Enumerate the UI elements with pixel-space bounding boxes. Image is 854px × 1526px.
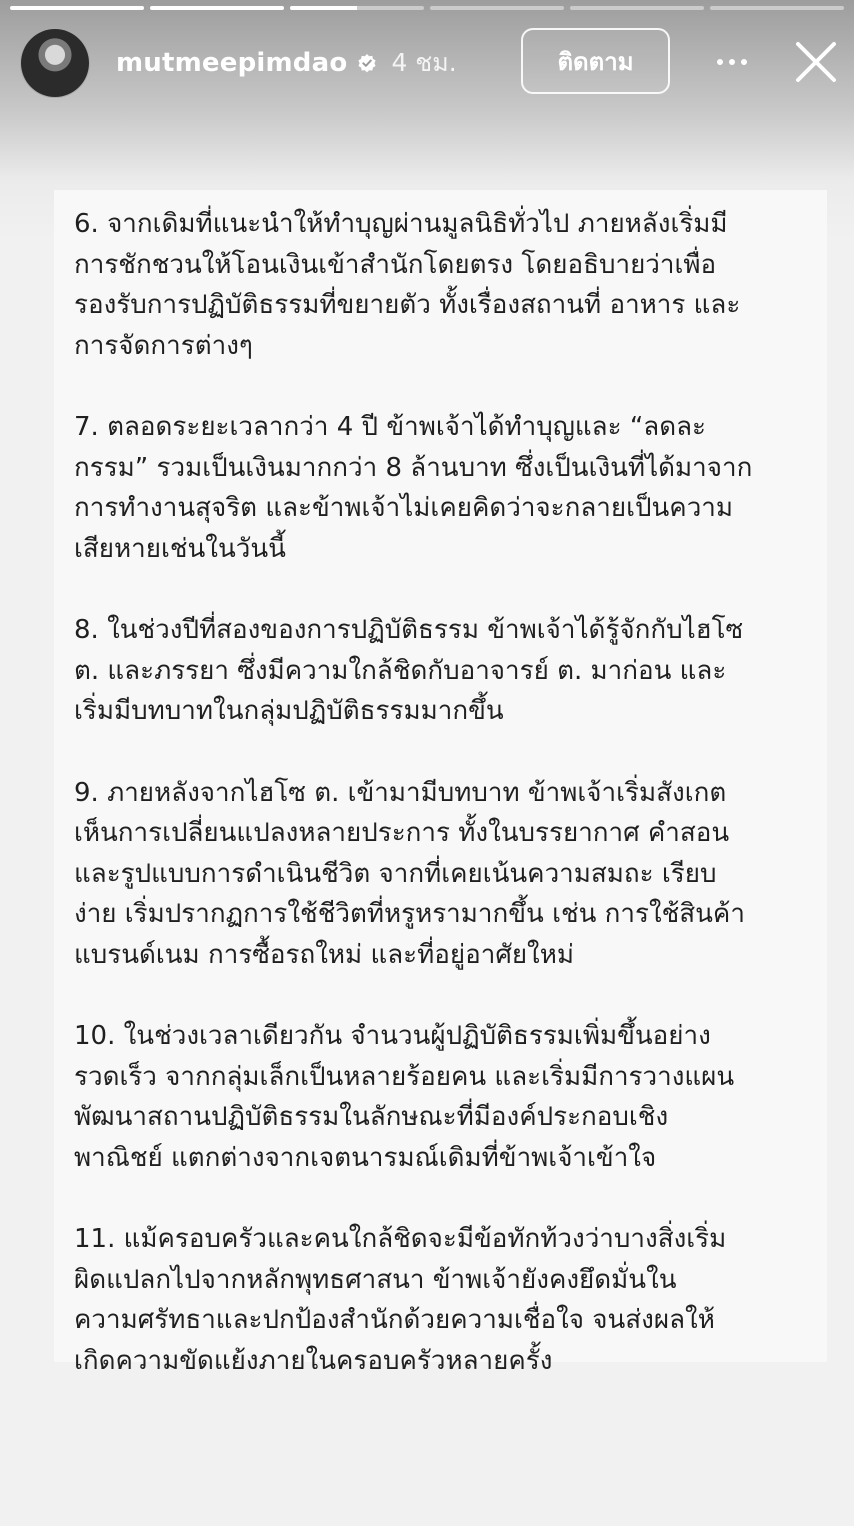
- paragraph-6: [74, 204, 807, 366]
- text-line: ความศรัทธาและปกป้องสำนักด้วยความเชื่อใจ จนส่งผลให้: [74, 1305, 715, 1335]
- text-line: เกิดความขัดแย้งภายในครอบครัวหลายครั้ง: [74, 1345, 553, 1376]
- story-header: [20, 28, 840, 98]
- dot: [717, 59, 723, 65]
- more-options-icon[interactable]: [710, 48, 754, 76]
- close-icon[interactable]: [792, 38, 840, 86]
- text-line: การทำงานสุจริต และข้าพเจ้าไม่เคยคิดว่าจะกลายเป็นความ: [74, 493, 734, 523]
- story-progress-bar: [10, 6, 844, 10]
- text-line: 7. ตลอดระยะเวลากว่า 4 ปี ข้าพเจ้าได้ทำบุญและ “ลดละ: [74, 412, 707, 442]
- text-line: พาณิชย์ แตกต่างจากเจตนารมณ์เดิมที่ข้าพเจ้าเข้าใจ: [74, 1142, 657, 1173]
- paragraph-9: [74, 773, 807, 976]
- dot: [741, 59, 747, 65]
- text-line: เริ่มมีบทบาทในกลุ่มปฏิบัติธรรมมากขึ้น: [74, 696, 504, 726]
- story-content-card: [54, 190, 827, 1376]
- progress-segment-4: [430, 6, 564, 10]
- text-line: 6. จากเดิมที่แนะนำให้ทำบุญผ่านมูลนิธิทั่วไป ภายหลังเริ่มมี: [74, 209, 728, 239]
- text-line: 11. แม้ครอบครัวและคนใกล้ชิดจะมีข้อทักท้วงว่าบางสิ่งเริ่ม: [74, 1224, 727, 1254]
- verified-badge-icon: [357, 53, 377, 73]
- text-line: ง่าย เริ่มปรากฏการใช้ชีวิตที่หรูหรามากขึ้น เช่น การใช้สินค้า: [74, 899, 745, 929]
- text-line: 9. ภายหลังจากไฮโซ ต. เข้ามามีบทบาท ข้าพเจ้าเริ่มสังเกต: [74, 777, 727, 808]
- text-line: ต. และภรรยา ซึ่งมีความใกล้ชิดกับอาจารย์ ต. มาก่อน และ: [74, 655, 727, 686]
- progress-fill: [10, 6, 144, 10]
- follow-button[interactable]: ติดตาม: [521, 28, 670, 94]
- progress-segment-6: [710, 6, 844, 10]
- avatar[interactable]: [20, 28, 90, 98]
- timestamp: 4 ชม.: [391, 48, 457, 77]
- text-line: ผิดแปลกไปจากหลักพุทธศาสนา ข้าพเจ้ายังคงยึดมั่นใน: [74, 1264, 677, 1295]
- progress-segment-3: [290, 6, 424, 10]
- text-line: 10. ในช่วงเวลาเดียวกัน จำนวนผู้ปฏิบัติธรรมเพิ่มขึ้นอย่าง: [74, 1021, 711, 1051]
- text-line: แบรนด์เนม การซื้อรถใหม่ และที่อยู่อาศัยใหม่: [74, 939, 575, 970]
- text-line: รองรับการปฏิบัติธรรมที่ขยายตัว ทั้งเรื่องสถานที่ อาหาร และ: [74, 290, 741, 320]
- progress-fill: [150, 6, 284, 10]
- text-line: พัฒนาสถานปฏิบัติธรรมในลักษณะที่มีองค์ประกอบเชิง: [74, 1102, 669, 1132]
- text-line: เสียหายเช่นในวันนี้: [74, 533, 286, 564]
- text-line: และรูปแบบการดำเนินชีวิต จากที่เคยเน้นความสมถะ เรียบ: [74, 858, 717, 889]
- paragraph-10: [74, 1016, 807, 1178]
- paragraph-8: [74, 610, 807, 732]
- progress-segment-5: [570, 6, 704, 10]
- username[interactable]: mutmeepimdao: [116, 48, 348, 78]
- paragraph-7: [74, 407, 807, 569]
- text-line: 8. ในช่วงปีที่สองของการปฏิบัติธรรม ข้าพเจ้าได้รู้จักกับไฮโซ: [74, 615, 744, 645]
- text-line: การจัดการต่างๆ: [74, 330, 253, 361]
- user-block: [116, 43, 457, 83]
- text-line: กรรม” รวมเป็นเงินมากกว่า 8 ล้านบาท ซึ่งเป็นเงินที่ได้มาจาก: [74, 452, 753, 483]
- text-line: การชักชวนให้โอนเงินเข้าสำนักโดยตรง โดยอธิบายว่าเพื่อ: [74, 249, 717, 280]
- paragraph-11: [74, 1219, 807, 1381]
- text-line: รวดเร็ว จากกลุ่มเล็กเป็นหลายร้อยคน และเริ่มมีการวางแผน: [74, 1061, 735, 1092]
- progress-segment-2: [150, 6, 284, 10]
- text-line: เห็นการเปลี่ยนแปลงหลายประการ ทั้งในบรรยากาศ คำสอน: [74, 818, 730, 848]
- dot: [729, 59, 735, 65]
- progress-segment-1: [10, 6, 144, 10]
- progress-fill: [290, 6, 357, 10]
